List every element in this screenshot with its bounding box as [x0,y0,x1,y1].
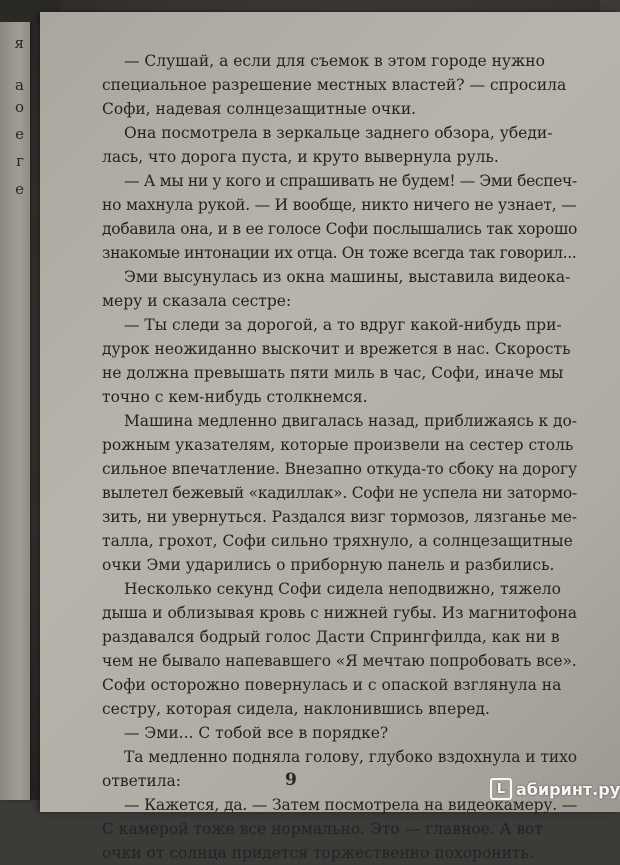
paragraph [102,577,577,721]
text-line: вылетел бежевый «кадиллак». Софи не успела ни затормо- [102,484,577,502]
text-line: — Кажется, да. — Затем посмотрела на видеокамеру. — [124,796,578,814]
text-line: дурок неожиданно выскочит и врежется в нас. Скорость [102,340,571,358]
text-line: Эми высунулась из окна машины, выставила видеока- [124,268,571,286]
text-line: С камерой тоже все нормально. Это — главное. А вот [102,820,543,838]
text-line: — Слушай, а если для съемок в этом городе нужно [124,52,545,70]
text-line: лась, что дорога пуста, и круто вывернула руль. [102,148,499,166]
text-line: не должна превышать пяти миль в час, Софи, иначе мы [102,364,564,382]
page-number: 9 [285,770,297,790]
paragraph [102,265,577,313]
text-line: дыша и облизывая кровь с нижней губы. Из магнитофона [102,604,577,622]
left-page-fragment: а [15,76,24,94]
left-page-fragment: г [16,152,24,170]
text-line: знакомые интонации их отца. Он тоже всегда так говорил... [102,244,577,262]
text-line: Софи, надевая солнцезащитные очки. [102,100,417,118]
paragraph [102,409,577,577]
paragraph [102,721,577,745]
text-line: — Ты следи за дорогой, а то вдруг какой-нибудь при- [124,316,562,334]
paragraph [102,169,577,265]
paragraph [102,313,577,409]
book-page [40,12,620,862]
text-line: рожным указателям, которые произвели на сестер столь [102,436,574,454]
text-line: меру и сказала сестре: [102,292,292,310]
left-page-fragment: о [14,98,24,116]
text-line: раздавался бодрый голос Дасти Спрингфилда, как ни в [102,628,560,646]
text-line: очки Эми ударились о приборную панель и разбились. [102,556,555,574]
body-text [102,49,577,865]
text-line: сестру, которая сидела, наклонившись вперед. [102,700,490,718]
labirint-watermark [490,778,620,800]
left-page-fragment: е [15,125,24,143]
text-line: очки от солнца придется торжественно похоронить. [102,844,534,862]
text-line: добавила она, и в ее голосе Софи послышались так хорошо [102,220,578,238]
paragraph [102,793,577,865]
text-line: ответила: [102,772,182,790]
text-line: — Эми... С тобой все в порядке? [124,724,389,742]
paragraph [102,121,577,169]
text-line: сильное впечатление. Внезапно откуда-то сбоку на дорогу [102,460,577,478]
previous-page-edge [0,0,30,800]
text-line: точно с кем-нибудь столкнемся. [102,388,368,406]
text-line: Та медленно подняла голову, глубоко вздохнула и тихо [124,748,578,766]
text-line: но махнула рукой. — И вообще, никто ничего не узнает, — [102,196,577,214]
text-line: Она посмотрела в зеркальце заднего обзора, убеди- [124,124,553,142]
paragraph [102,49,577,121]
text-line: Машина медленно двигалась назад, приближаясь к до- [124,412,577,430]
text-line: зить, ни увернуться. Раздался визг тормозов, лязганье ме- [102,508,577,526]
text-line: Софи осторожно повернулась и с опаской взглянула на [102,676,562,694]
left-page-fragment: е [15,180,24,198]
left-page-fragment: я [14,34,24,52]
text-line: — А мы ни у кого и спрашивать не будем! — Эми беспеч- [124,172,577,190]
text-line: чем не бывало напевавшего «Я мечтаю попробовать все». [102,652,577,670]
text-line: Несколько секунд Софи сидела неподвижно, тяжело [124,580,561,598]
labirint-logo-icon: L [490,778,512,800]
text-line: талла, грохот, Софи сильно тряхнуло, а солнцезащитные [102,532,573,550]
text-line: специальное разрешение местных властей? — спросила [102,76,567,94]
watermark-text: абиринт.ру [516,779,620,799]
